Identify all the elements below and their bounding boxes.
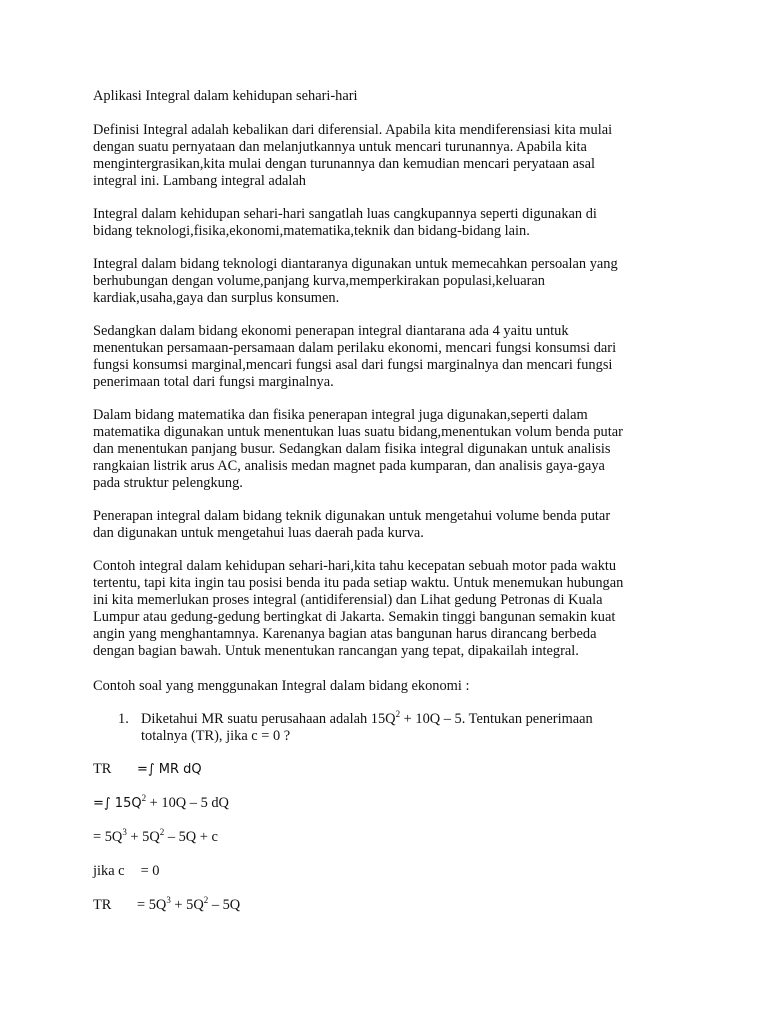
list-text-part: + 10Q – 5. Tentukan penerimaan	[400, 711, 593, 727]
list-text-part: Diketahui MR suatu perusahaan adalah 15Q	[141, 711, 396, 727]
equation-label: TR	[93, 761, 112, 777]
list-item-line-1	[141, 711, 593, 728]
paragraph-scope	[93, 206, 693, 240]
text-line: menentukan persamaan-persamaan dalam perilaku ekonomi, mencari fungsi konsumsi dari	[93, 340, 617, 356]
text-line: Penerapan integral dalam bidang teknik digunakan untuk mengetahui volume benda putar	[93, 508, 611, 524]
text-line: angin yang menghantamnya. Karenanya bagian atas bangunan harus dirancang berbeda	[93, 626, 597, 642]
superscript: 3	[122, 827, 127, 837]
equation-part: =∫ 15Q	[93, 796, 142, 811]
equation-1	[93, 761, 202, 778]
text-line: ini kita memerlukan proses integral (antidiferensial) dan Lihat gedung Petronas di Kuala	[93, 592, 603, 608]
text-line: dengan bagian bawah. Untuk menentukan rancangan yang tepat, dipakailah integral.	[93, 643, 579, 659]
text-line: dengan suatu pernyataan dan melanjutkannya untuk mencari turunannya. Apabila kita	[93, 139, 587, 155]
equation-5	[93, 897, 240, 914]
equation-part: = 5Q	[93, 829, 123, 845]
paragraph-math-physics	[93, 407, 693, 492]
text-line: Dalam bidang matematika dan fisika penerapan integral juga digunakan,seperti dalam	[93, 407, 588, 423]
text-line: dan digunakan untuk mengetahui luas daerah pada kurva.	[93, 525, 424, 541]
paragraph-engineering	[93, 508, 693, 542]
equation-part: + 5Q	[170, 897, 204, 913]
text-line: dan menentukan panjang busur. Sedangkan dalam fisika integral digunakan untuk analisis	[93, 441, 611, 457]
text-line: Lumpur atau gedung-gedung bertingkat di Jakarta. Semakin tinggi bangunan semakin kuat	[93, 609, 616, 625]
text-line: berhubungan dengan volume,panjang kurva,memperkirakan populasi,keluaran	[93, 273, 545, 289]
text-line: Integral dalam kehidupan sehari-hari sangatlah luas cangkupannya seperti digunakan di	[93, 206, 597, 222]
equation-rhs: =∫ MR dQ	[137, 762, 202, 777]
document-title: Aplikasi Integral dalam kehidupan sehari-hari	[93, 88, 358, 104]
equation-2	[93, 795, 229, 812]
equation-3	[93, 829, 218, 846]
list-item-line-2: totalnya (TR), jika c = 0 ?	[141, 728, 291, 744]
equation-label: jika c	[93, 863, 125, 879]
list-item-text	[141, 711, 593, 745]
superscript: 2	[203, 895, 209, 905]
list-number: 1.	[118, 711, 129, 727]
equation-part: – 5Q	[208, 897, 241, 913]
text-line: Contoh integral dalam kehidupan sehari-hari,kita tahu kecepatan sebuah motor pada waktu	[93, 558, 617, 574]
equation-part: + 10Q – 5 dQ	[146, 795, 229, 811]
equation-rhs: = 0	[140, 863, 160, 879]
text-line: Integral dalam bidang teknologi diantaranya digunakan untuk memecahkan persoalan yang	[93, 256, 618, 272]
text-line: pada struktur pelengkung.	[93, 475, 243, 491]
equation-part: – 5Q + c	[164, 829, 218, 845]
text-line: fungsi konsumsi marginal,mencari fungsi asal dari fungsi marginalnya dan mencari fungsi	[93, 357, 613, 373]
equation-part: + 5Q	[126, 829, 160, 845]
paragraph-definition	[93, 122, 693, 190]
text-line: Contoh soal yang menggunakan Integral dalam bidang ekonomi :	[93, 678, 470, 694]
text-line: tertentu, tapi kita ingin tau posisi benda itu pada setiap waktu. Untuk menemukan hubungan	[93, 575, 624, 591]
text-line: integral ini. Lambang integral adalah	[93, 173, 306, 189]
text-line: bidang teknologi,fisika,ekonomi,matematika,teknik dan bidang-bidang lain.	[93, 223, 530, 239]
text-line: penerimaan total dari fungsi marginalnya.	[93, 374, 334, 390]
paragraph-economy	[93, 323, 693, 391]
superscript: 2	[159, 827, 165, 837]
paragraph-technology	[93, 256, 693, 307]
text-line: kardiak,usaha,gaya dan surplus konsumen.	[93, 290, 340, 306]
text-line: rangkaian listrik arus AC, analisis medan magnet pada kumparan, dan analisis gaya-gaya	[93, 458, 605, 474]
text-line: Sedangkan dalam bidang ekonomi penerapan integral diantarana ada 4 yaitu untuk	[93, 323, 569, 339]
text-line: mengintergrasikan,kita mulai dengan turunannya dan kemudian mencari peryataan asal	[93, 156, 596, 172]
superscript: 3	[166, 895, 171, 905]
text-line: Definisi Integral adalah kebalikan dari diferensial. Apabila kita mendiferensiasi kita mulai	[93, 122, 613, 138]
paragraph-example	[93, 558, 693, 660]
equation-part: = 5Q	[137, 897, 167, 913]
equation-4	[93, 863, 160, 880]
superscript: 2	[395, 709, 401, 719]
paragraph-example-heading	[93, 678, 693, 695]
equation-label: TR	[93, 897, 112, 913]
text-line: matematika digunakan untuk menentukan luas suatu bidang,menentukan volum benda putar	[93, 424, 623, 440]
superscript: 2	[141, 793, 147, 803]
